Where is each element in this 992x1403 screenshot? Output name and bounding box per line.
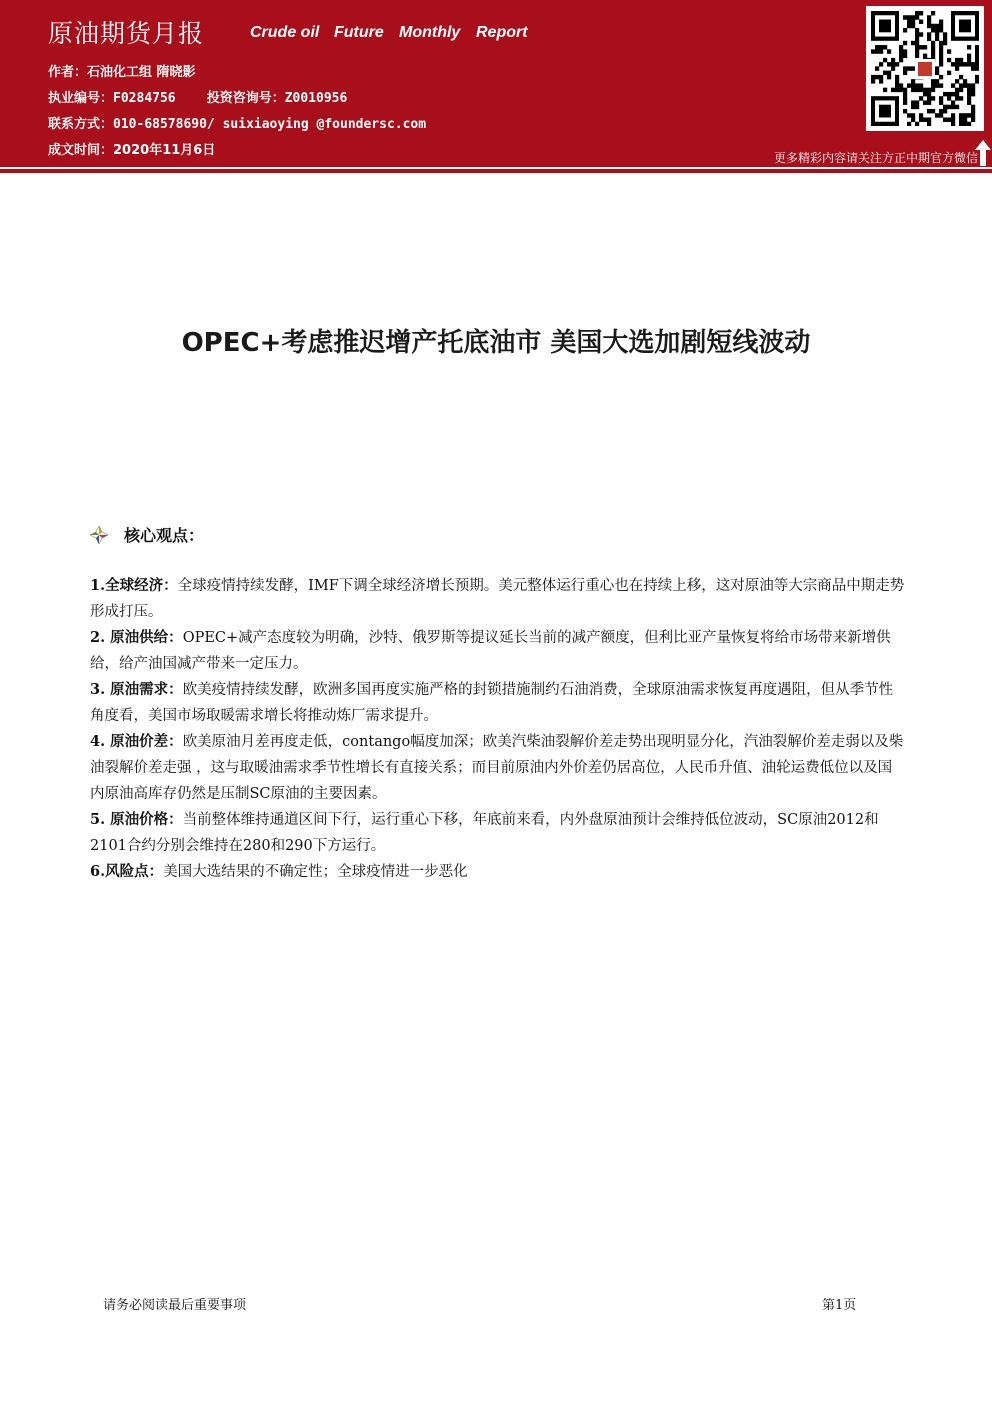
- core-views-list: [90, 573, 905, 885]
- report-header: [0, 0, 992, 167]
- brand-en-word: Future: [334, 24, 384, 41]
- license-value: F0284756: [113, 91, 176, 106]
- core-view-item: [90, 625, 905, 677]
- page-number: 第1页: [822, 1298, 857, 1313]
- core-view-key: 6.风险点：: [90, 863, 164, 880]
- follow-wechat-text: 更多精彩内容请关注方正中期官方微信: [773, 151, 978, 165]
- author-label: 作者：: [48, 65, 88, 80]
- core-views-heading: 核心观点：: [124, 526, 205, 545]
- core-view-text: 欧美原油月差再度走低，contango幅度加深；欧美汽柴油裂解价差走势出现明显分化，汽油裂解价差走弱以及柴油裂解价差走强 ，这与取暖油需求季节性增长有直接关系；而目前原油内外价差仍居高位，人民币升值、油轮运费低位以及国内原油高库存仍然是压制SC原油的主要因素。: [90, 734, 904, 802]
- core-view-item: [90, 859, 905, 885]
- brand-en-word: Monthly: [399, 24, 461, 41]
- core-view-key: 4. 原油价差：: [90, 733, 183, 750]
- arrow-up-icon: [975, 140, 991, 166]
- consult-value: Z0010956: [284, 91, 348, 106]
- date-line: [48, 139, 215, 158]
- brand-en-word: Report: [476, 24, 528, 41]
- license-line: [48, 87, 347, 106]
- core-view-item: [90, 729, 905, 807]
- brand-en-word: Crude oil: [250, 24, 320, 41]
- core-view-key: 2. 原油供给：: [90, 629, 183, 646]
- document-title: OPEC+考虑推迟增产托底油市 美国大选加剧短线波动: [181, 328, 811, 358]
- contact-line: [48, 113, 426, 132]
- core-view-item: [90, 677, 905, 729]
- header-divider: [0, 167, 992, 173]
- core-view-item: [90, 807, 905, 859]
- license-label: 执业编号：: [48, 91, 114, 106]
- contact-value: 010-68578690/ suixiaoying @foundersc.com: [113, 117, 427, 132]
- date-label: 成文时间：: [48, 143, 114, 158]
- core-view-item: [90, 573, 905, 625]
- core-view-key: 5. 原油价格：: [90, 811, 183, 828]
- contact-label: 联系方式：: [48, 117, 114, 132]
- core-view-key: 3. 原油需求：: [90, 681, 183, 698]
- core-view-text: 全球疫情持续发酵，IMF下调全球经济增长预期。美元整体运行重心也在持续上移，这对原油等大宗商品中期走势形成打压。: [90, 578, 905, 620]
- footer-notice: 请务必阅读最后重要事项: [103, 1298, 247, 1313]
- core-view-text: 欧美疫情持续发酵，欧洲多国再度实施严格的封锁措施制约石油消费，全球原油需求恢复再度遇阻，但从季节性角度看，美国市场取暖需求增长将推动炼厂需求提升。: [90, 682, 894, 724]
- date-value: 2020年11月6日: [113, 143, 216, 158]
- author-line: [48, 61, 196, 80]
- core-view-text: OPEC+减产态度较为明确，沙特、俄罗斯等提议延长当前的减产额度，但利比亚产量恢复将给市场带来新增供给，给产油国减产带来一定压力。: [90, 630, 891, 672]
- qr-code: [866, 6, 984, 131]
- qr-code-icon: [871, 11, 979, 126]
- core-view-text: 当前整体维持通道区间下行，运行重心下移，年底前来看，内外盘原油预计会维持低位波动，SC原油2012和2101合约分别会维持在280和290下方运行。: [90, 812, 879, 854]
- diamond-bullet-icon: [90, 526, 108, 544]
- brand-title: 原油期货月报: [48, 19, 205, 48]
- core-view-key: 1.全球经济：: [90, 577, 178, 594]
- core-view-text: 美国大选结果的不确定性；全球疫情进一步恶化: [163, 864, 468, 880]
- consult-label: 投资咨询号：: [206, 91, 285, 106]
- author-value: 石油化工组 隋晓影: [87, 65, 196, 80]
